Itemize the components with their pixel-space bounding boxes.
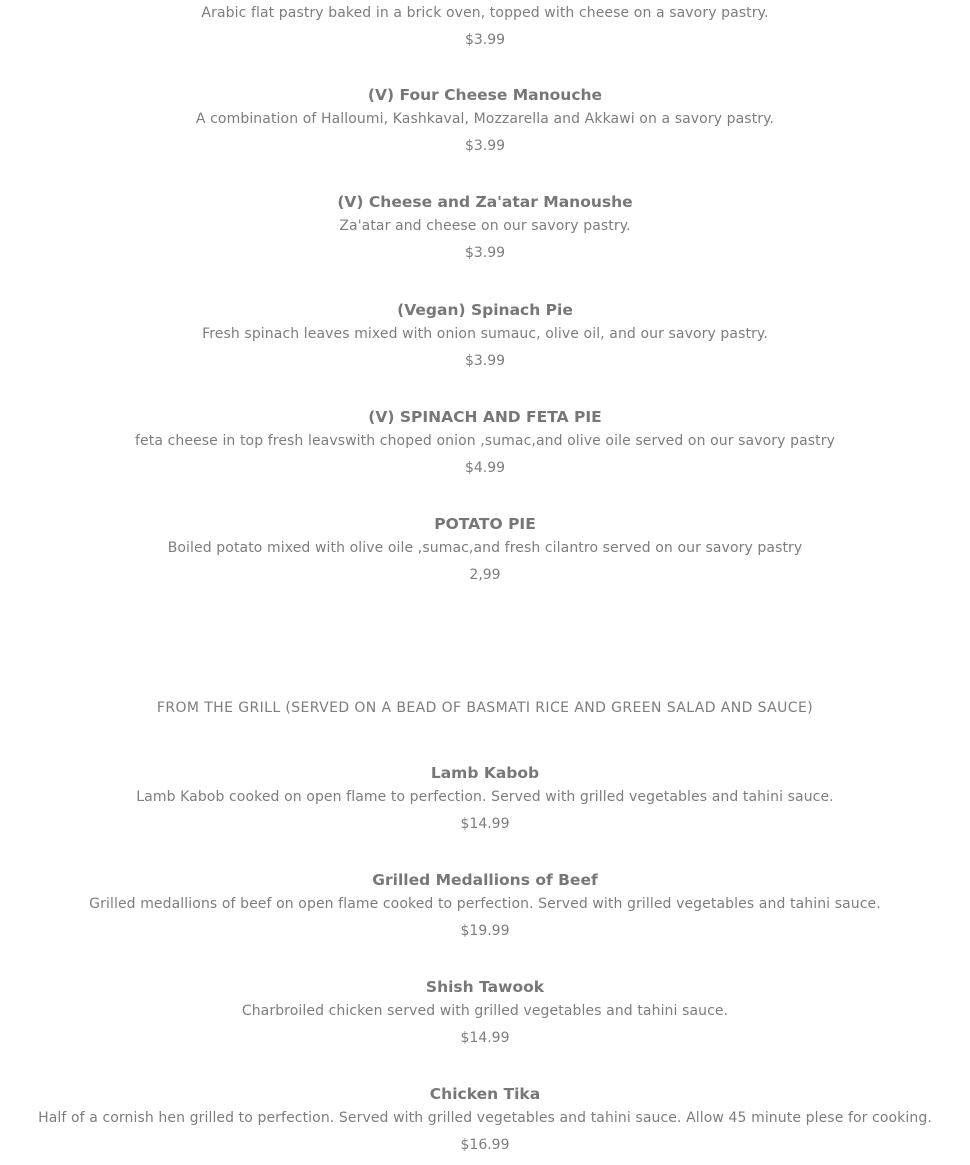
item-price: $19.99 xyxy=(460,923,510,939)
item-description: Arabic flat pastry baked in a brick oven, topped with cheese on a savory pastry. xyxy=(201,5,769,21)
menu-item xyxy=(0,192,970,263)
item-description: Charbroiled chicken served with grilled vegetables and tahini sauce. xyxy=(241,1003,729,1019)
item-price: $16.99 xyxy=(460,1137,510,1153)
item-description: A combination of Halloumi, Kashkaval, Mozzarella and Akkawi on a savory pastry. xyxy=(195,111,775,127)
item-description: feta cheese in top fresh leavswith choped onion ,sumac,and olive oile served on our savory pastry xyxy=(135,433,835,449)
item-price: $4.99 xyxy=(464,460,506,476)
item-name: (V) Four Cheese Manouche xyxy=(367,86,603,104)
menu-item xyxy=(0,3,970,50)
item-name: Lamb Kabob xyxy=(430,764,540,782)
menu-item xyxy=(0,977,970,1048)
item-description: Boiled potato mixed with olive oile ,sumac,and fresh cilantro served on our savory pastry xyxy=(167,540,803,556)
item-name: (V) Cheese and Za'atar Manoushe xyxy=(337,193,633,211)
menu-item xyxy=(0,763,970,834)
item-name: Shish Tawook xyxy=(425,978,545,996)
menu-item xyxy=(0,1084,970,1155)
item-description: Lamb Kabob cooked on open flame to perfection. Served with grilled vegetables and tahini sauce. xyxy=(136,789,834,805)
item-price: $3.99 xyxy=(464,353,506,369)
item-price: $14.99 xyxy=(460,816,510,832)
item-name: Chicken Tika xyxy=(429,1085,541,1103)
item-description: Za'atar and cheese on our savory pastry. xyxy=(339,218,631,234)
item-name: Grilled Medallions of Beef xyxy=(372,871,598,889)
section-title: FROM THE GRILL (SERVED ON A BEAD OF BASMATI RICE AND GREEN SALAD AND SAUCE) xyxy=(156,700,814,716)
menu-item xyxy=(0,407,970,478)
item-description: Fresh spinach leaves mixed with onion sumauc, olive oil, and our savory pastry. xyxy=(202,326,768,342)
item-price: $3.99 xyxy=(464,245,506,261)
item-price: $3.99 xyxy=(464,32,506,48)
item-description: Half of a cornish hen grilled to perfection. Served with grilled vegetables and tahini sauce. Allow 45 minute plese for cooking. xyxy=(38,1110,932,1126)
item-description: Grilled medallions of beef on open flame cooked to perfection. Served with grilled vegetables and tahini sauce. xyxy=(89,896,881,912)
menu-item xyxy=(0,514,970,585)
item-name: POTATO PIE xyxy=(434,515,536,533)
item-price: 2,99 xyxy=(469,567,501,583)
item-price: $3.99 xyxy=(464,138,506,154)
menu-item xyxy=(0,300,970,371)
menu-item xyxy=(0,870,970,941)
item-name: (Vegan) Spinach Pie xyxy=(397,301,573,319)
menu-item xyxy=(0,85,970,156)
item-name: (V) SPINACH AND FETA PIE xyxy=(368,408,602,426)
item-price: $14.99 xyxy=(460,1030,510,1046)
